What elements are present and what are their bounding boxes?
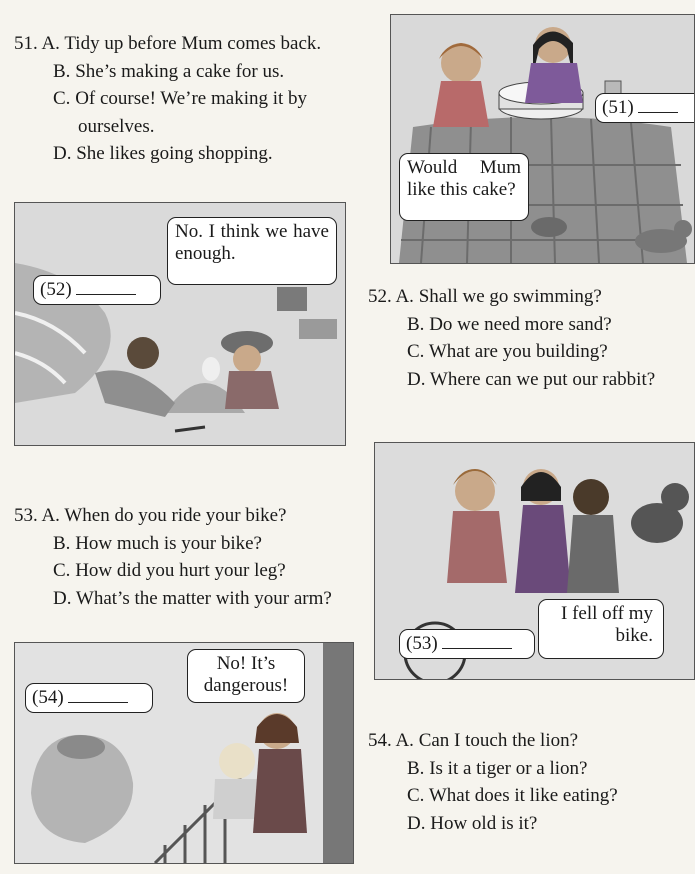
option-text: Where can we put our rabbit?	[429, 368, 656, 390]
option-d	[368, 366, 655, 394]
option-a	[14, 30, 321, 58]
picture-54-lion	[14, 642, 354, 864]
question-51	[14, 30, 321, 168]
answer-blank-53: (53)	[399, 629, 535, 659]
speech-bubble-enough: No. I think we have enough.	[167, 217, 337, 285]
option-text: Do we need more sand?	[429, 313, 612, 335]
option-letter: C.	[407, 785, 425, 806]
answer-line[interactable]	[68, 688, 128, 703]
question-52	[368, 283, 655, 393]
option-a	[14, 502, 332, 530]
option-text: Of course! We’re making it by	[75, 88, 308, 109]
option-b	[368, 311, 655, 339]
option-b	[14, 58, 321, 86]
option-a	[368, 283, 655, 311]
option-text-cont: ourselves.	[78, 115, 155, 137]
option-text: How old is it?	[430, 812, 538, 834]
option-letter: B.	[407, 313, 425, 335]
answer-blank-51: (51)	[595, 93, 695, 123]
option-text: What are you building?	[428, 341, 608, 362]
option-text: What does it like eating?	[428, 785, 618, 806]
option-b	[14, 530, 332, 558]
option-b	[368, 755, 618, 783]
option-c	[368, 338, 655, 366]
question-number: 53.	[14, 505, 38, 526]
option-text: Is it a tiger or a lion?	[429, 757, 588, 779]
option-letter: C.	[407, 341, 425, 362]
question-53	[14, 502, 332, 612]
option-letter: D.	[53, 143, 72, 164]
option-text: She’s making a cake for us.	[75, 60, 285, 82]
question-number: 51.	[14, 33, 38, 54]
option-letter: B.	[53, 60, 71, 82]
option-letter: D.	[407, 368, 426, 390]
option-d	[14, 140, 321, 168]
question-number: 54.	[368, 730, 392, 751]
option-letter: A.	[395, 730, 414, 751]
question-54	[368, 727, 618, 837]
option-letter: A.	[41, 505, 60, 526]
option-letter: B.	[407, 757, 425, 779]
option-letter: C.	[53, 88, 71, 109]
option-text: Can I touch the lion?	[418, 730, 579, 751]
option-text: Shall we go swimming?	[418, 286, 602, 307]
option-text: Tidy up before Mum comes back.	[64, 33, 322, 54]
option-letter: D.	[407, 812, 426, 834]
option-d	[14, 585, 332, 613]
option-c-continuation	[14, 113, 321, 141]
speech-bubble-dangerous: No! It’s dangerous!	[187, 649, 305, 703]
option-letter: A.	[395, 286, 414, 307]
answer-line[interactable]	[76, 280, 136, 295]
option-text: How much is your bike?	[75, 532, 262, 554]
option-c	[14, 557, 332, 585]
picture-53-bike	[374, 442, 695, 680]
option-text: How did you hurt your leg?	[75, 560, 286, 581]
picture-51-cake	[390, 14, 695, 264]
option-c	[14, 85, 321, 113]
option-d	[368, 810, 618, 838]
picture-52-beach	[14, 202, 346, 446]
option-text: What’s the matter with your arm?	[75, 587, 332, 609]
answer-blank-54: (54)	[25, 683, 153, 713]
question-number: 52.	[368, 286, 392, 307]
answer-line[interactable]	[638, 98, 678, 113]
option-a	[368, 727, 618, 755]
option-letter: D.	[53, 587, 72, 609]
option-letter: C.	[53, 560, 71, 581]
answer-line[interactable]	[442, 634, 512, 649]
cake-scene-illustration	[391, 15, 694, 263]
speech-bubble-mum-cake: Would Mum like this cake?	[399, 153, 529, 221]
option-c	[368, 782, 618, 810]
option-text: When do you ride your bike?	[64, 505, 287, 526]
option-letter: B.	[53, 532, 71, 554]
answer-blank-52: (52)	[33, 275, 161, 305]
option-letter: A.	[41, 33, 60, 54]
option-text: She likes going shopping.	[76, 143, 273, 164]
speech-bubble-fell-off: I fell off my bike.	[538, 599, 664, 659]
